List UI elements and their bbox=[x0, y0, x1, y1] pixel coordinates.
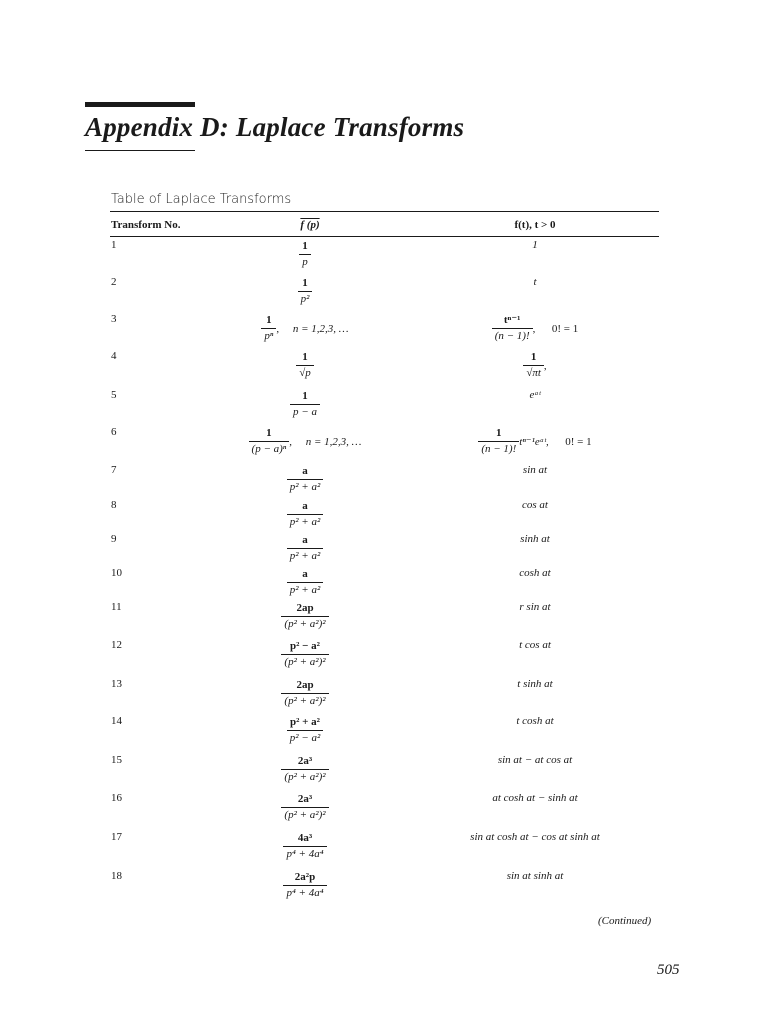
fp-denominator: (p² + a²)² bbox=[281, 616, 328, 632]
table-row bbox=[0, 639, 768, 675]
fp-denominator: pⁿ bbox=[261, 328, 276, 344]
fp-numerator: a bbox=[302, 465, 308, 477]
transform-ft bbox=[440, 464, 630, 476]
table-row bbox=[0, 499, 768, 535]
fp-fraction bbox=[283, 831, 326, 862]
transform-ft bbox=[440, 831, 630, 843]
fp-fraction bbox=[281, 601, 328, 632]
transform-number: 3 bbox=[111, 313, 117, 325]
transform-fp bbox=[230, 601, 380, 632]
ft-denominator: (n − 1)! bbox=[478, 441, 519, 457]
transform-number: 16 bbox=[111, 792, 122, 804]
fp-fraction bbox=[287, 533, 324, 564]
table-row bbox=[0, 754, 768, 790]
ft-expression: cos at bbox=[522, 499, 548, 512]
ft-note: 0! = 1 bbox=[565, 435, 592, 448]
transform-fp: $\frac{1}{\text{(p − a)ⁿ}}$ , n = 1,2,3, … bbox=[230, 426, 380, 457]
fp-fraction bbox=[261, 313, 276, 344]
table-row bbox=[0, 831, 768, 867]
fp-numerator: 2ap bbox=[296, 602, 314, 614]
transform-number: 4 bbox=[111, 350, 117, 362]
transform-ft bbox=[440, 499, 630, 511]
transform-fp bbox=[230, 350, 380, 381]
ft-expression: 1 bbox=[532, 239, 538, 252]
continued-note: (Continued) bbox=[598, 915, 652, 927]
ft-denominator: (n − 1)! bbox=[492, 328, 533, 344]
table-row bbox=[0, 464, 768, 500]
transform-ft bbox=[440, 567, 630, 579]
transform-ft bbox=[440, 754, 630, 766]
ft-numerator: 1 bbox=[496, 427, 502, 439]
transform-fp bbox=[230, 567, 380, 598]
fp-numerator: 1 bbox=[266, 314, 272, 326]
fp-fraction bbox=[281, 792, 328, 823]
transform-fp bbox=[230, 276, 380, 307]
ft-denominator: √πt bbox=[523, 365, 544, 381]
ft-expression: sin at sinh at bbox=[506, 870, 564, 883]
ft-note: 0! = 1 bbox=[551, 322, 579, 335]
fp-denominator: p² + a² bbox=[287, 548, 324, 564]
transform-number: 7 bbox=[111, 464, 117, 476]
transform-ft: $\frac{1}{√\pi t}$ , bbox=[440, 350, 630, 381]
fp-denominator: √p bbox=[296, 365, 314, 381]
transform-number: 13 bbox=[111, 678, 122, 690]
transform-ft bbox=[440, 389, 630, 401]
fp-denominator: (p² + a²)² bbox=[281, 693, 328, 709]
table-row bbox=[0, 601, 768, 637]
table-title: Table of Laplace Transforms bbox=[111, 192, 292, 207]
transform-number: 11 bbox=[111, 601, 122, 613]
transform-ft bbox=[440, 276, 630, 288]
transform-number: 18 bbox=[111, 870, 122, 882]
fp-denominator: (p² + a²)² bbox=[281, 807, 328, 823]
transform-ft bbox=[440, 426, 630, 457]
fp-numerator: a bbox=[302, 500, 308, 512]
transform-fp bbox=[230, 870, 380, 901]
transform-fp bbox=[230, 754, 380, 785]
column-header-fp-label: f (p) bbox=[300, 219, 320, 231]
fp-fraction bbox=[290, 389, 320, 420]
table-row bbox=[0, 715, 768, 751]
fp-numerator: a bbox=[302, 568, 308, 580]
table-row bbox=[0, 350, 768, 386]
fp-denominator: p⁴ + 4a⁴ bbox=[283, 885, 326, 901]
ft-expression: t cosh at bbox=[516, 715, 554, 728]
fp-denominator: p² − a² bbox=[287, 730, 324, 746]
fp-denominator: p² + a² bbox=[287, 479, 324, 495]
ft-expression: t sinh at bbox=[517, 678, 553, 691]
fp-denominator: (p − a)ⁿ bbox=[249, 441, 290, 457]
transform-fp: $\frac{1}{\text{pⁿ}}$ , n = 1,2,3, … bbox=[230, 313, 380, 344]
fp-numerator: 1 bbox=[302, 240, 308, 252]
transform-number: 14 bbox=[111, 715, 122, 727]
fp-fraction bbox=[281, 639, 328, 670]
ft-expression: at cosh at − sinh at bbox=[492, 792, 578, 805]
transform-ft bbox=[440, 678, 630, 690]
transform-number: 17 bbox=[111, 831, 122, 843]
fp-numerator: 1 bbox=[302, 390, 308, 402]
transform-number: 9 bbox=[111, 533, 117, 545]
transform-ft bbox=[440, 639, 630, 651]
table-row bbox=[0, 792, 768, 828]
fp-note: n = 1,2,3, … bbox=[292, 322, 349, 335]
transform-fp bbox=[230, 792, 380, 823]
fp-numerator: a bbox=[302, 534, 308, 546]
column-header-fp bbox=[280, 219, 340, 231]
table-row bbox=[0, 276, 768, 312]
table-row bbox=[0, 313, 768, 349]
transform-ft bbox=[440, 792, 630, 804]
table-row bbox=[0, 426, 768, 462]
fp-denominator: (p² + a²)² bbox=[281, 769, 328, 785]
fp-fraction bbox=[249, 426, 290, 457]
fp-denominator: p − a bbox=[290, 404, 320, 420]
transform-ft: $\frac{\text{tⁿ⁻¹}}{(n - 1)!}$ , 0! = 1 bbox=[440, 313, 630, 344]
fp-fraction bbox=[287, 464, 324, 495]
fp-denominator: (p² + a²)² bbox=[281, 654, 328, 670]
table-row bbox=[0, 533, 768, 569]
ft-tail: tⁿ⁻¹eᵃᵗ, bbox=[519, 436, 549, 448]
fp-numerator: 4a³ bbox=[297, 832, 313, 844]
transform-ft bbox=[440, 715, 630, 727]
transform-fp bbox=[230, 831, 380, 862]
fp-denominator: p² + a² bbox=[287, 582, 324, 598]
transform-number: 5 bbox=[111, 389, 117, 401]
fp-fraction bbox=[299, 239, 311, 270]
transform-fp bbox=[230, 389, 380, 420]
fp-numerator: 2ap bbox=[296, 679, 314, 691]
transform-fp bbox=[230, 678, 380, 709]
transform-ft bbox=[440, 601, 630, 613]
fp-fraction bbox=[287, 567, 324, 598]
ft-expression: sin at − at cos at bbox=[497, 754, 573, 767]
transform-number: 2 bbox=[111, 276, 117, 288]
ft-expression: t bbox=[533, 276, 537, 289]
fp-fraction bbox=[283, 870, 326, 901]
ft-expression: r sin at bbox=[519, 601, 551, 614]
fp-numerator: 1 bbox=[302, 277, 308, 289]
heading-rule-thin bbox=[85, 150, 195, 151]
transform-number: 8 bbox=[111, 499, 117, 511]
transform-number: 1 bbox=[111, 239, 117, 251]
fp-fraction bbox=[281, 754, 328, 785]
fp-numerator: 2a³ bbox=[297, 755, 313, 767]
transform-fp bbox=[230, 239, 380, 270]
table-row bbox=[0, 678, 768, 714]
ft-numerator: 1 bbox=[530, 351, 537, 363]
fp-denominator: p² bbox=[298, 291, 313, 307]
fp-numerator: 1 bbox=[266, 427, 272, 439]
fp-denominator: p bbox=[299, 254, 311, 270]
ft-numerator: tⁿ⁻¹ bbox=[503, 314, 521, 326]
page-heading: Appendix D: Laplace Transforms bbox=[85, 112, 465, 142]
fp-fraction bbox=[287, 715, 324, 746]
transform-fp bbox=[230, 639, 380, 670]
table-row bbox=[0, 567, 768, 603]
table-row bbox=[0, 389, 768, 425]
transform-fp bbox=[230, 499, 380, 530]
transform-ft bbox=[440, 870, 630, 882]
ft-expression: cosh at bbox=[519, 567, 551, 580]
ft-fraction bbox=[478, 426, 519, 457]
fp-denominator: p² + a² bbox=[287, 514, 324, 530]
ft-fraction bbox=[523, 350, 544, 381]
transform-number: 6 bbox=[111, 426, 117, 438]
heading-rule-thick bbox=[85, 102, 195, 107]
fp-fraction bbox=[287, 499, 324, 530]
column-header-transform-no: Transform No. bbox=[111, 219, 181, 231]
ft-expression: eᵃᵗ bbox=[529, 389, 541, 402]
fp-numerator: 2a³ bbox=[297, 793, 313, 805]
fp-numerator: 2a²p bbox=[294, 871, 316, 883]
fp-fraction bbox=[296, 350, 314, 381]
transform-number: 12 bbox=[111, 639, 122, 651]
ft-expression: t cos at bbox=[519, 639, 551, 652]
fp-numerator: 1 bbox=[302, 351, 308, 363]
transform-fp bbox=[230, 464, 380, 495]
fp-denominator: p⁴ + 4a⁴ bbox=[283, 846, 326, 862]
ft-expression: sin at cosh at − cos at sinh at bbox=[470, 831, 600, 844]
fp-numerator: p² − a² bbox=[290, 640, 320, 652]
table-row bbox=[0, 870, 768, 906]
page-number: 505 bbox=[657, 962, 680, 978]
transform-fp bbox=[230, 533, 380, 564]
fp-fraction bbox=[298, 276, 313, 307]
ft-fraction bbox=[492, 313, 533, 344]
table-top-rule bbox=[110, 211, 659, 212]
transform-number: 15 bbox=[111, 754, 122, 766]
ft-expression: sinh at bbox=[520, 533, 550, 546]
table-header-rule bbox=[110, 236, 659, 237]
fp-note: n = 1,2,3, … bbox=[305, 435, 362, 448]
transform-ft bbox=[440, 533, 630, 545]
column-header-ft: f(t), t > 0 bbox=[514, 219, 556, 231]
ft-expression: sin at bbox=[522, 464, 548, 477]
fp-fraction bbox=[281, 678, 328, 709]
transform-fp bbox=[230, 715, 380, 746]
transform-number: 10 bbox=[111, 567, 122, 579]
table-row bbox=[0, 239, 768, 275]
transform-ft bbox=[440, 239, 630, 251]
fp-numerator: p² + a² bbox=[290, 716, 320, 728]
